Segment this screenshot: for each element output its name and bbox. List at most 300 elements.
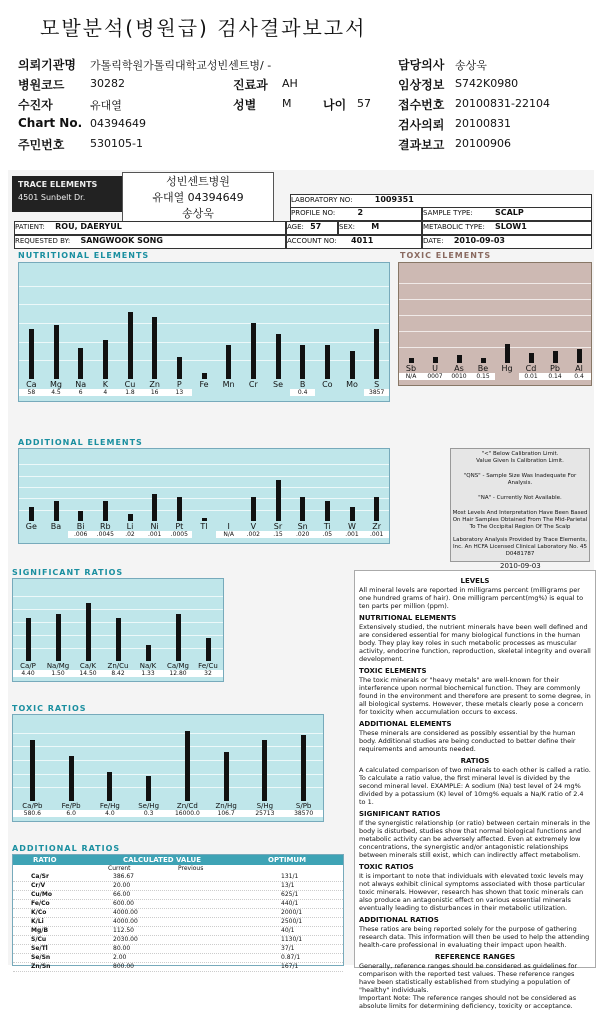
bar-se — [276, 334, 281, 379]
element-label: Cr — [248, 380, 258, 389]
metabolic-label: METABOLIC TYPE: — [423, 223, 485, 231]
grid-line — [13, 787, 323, 788]
ratio-optimum: 2500/1 — [281, 918, 303, 925]
element-value: 25713 — [246, 810, 285, 817]
element-value: 4.40 — [13, 670, 43, 677]
bar-na-k — [146, 645, 151, 661]
grid-line — [19, 304, 389, 305]
table-row — [13, 900, 343, 909]
ratio-name: Cr/V — [31, 882, 46, 889]
grid-line — [13, 596, 223, 597]
bar-sr — [276, 480, 281, 521]
element-label: Ge — [25, 522, 37, 531]
bar-ni — [152, 494, 157, 521]
hospital-code-label: 병원코드 — [18, 78, 65, 92]
grid-line — [19, 498, 389, 499]
element-label: Al — [575, 364, 583, 373]
bar-pb — [553, 351, 558, 363]
header-row — [18, 116, 588, 136]
element-label: As — [454, 364, 464, 373]
element-value: .02 — [118, 531, 143, 538]
element-label: Mn — [222, 380, 235, 389]
element-label: Pb — [550, 364, 560, 373]
element-label: Rb — [100, 522, 111, 531]
bar-na-mg — [56, 614, 61, 661]
age-label: 나이 — [323, 98, 347, 112]
element-value: 6.0 — [52, 810, 91, 817]
ratio-optimum: 37/1 — [281, 945, 295, 952]
sample-box — [422, 207, 592, 221]
ratio-name: Ca/Sr — [31, 873, 49, 880]
nutritional-chart — [18, 262, 390, 402]
ratio-value: 4000.00 — [113, 918, 138, 925]
bar-rb — [103, 501, 108, 521]
hospital-code-value: 30282 — [90, 77, 125, 90]
element-value: 4 — [93, 389, 118, 396]
age-value-en: 57 — [310, 222, 322, 231]
additional-chart — [18, 448, 390, 544]
element-label: Zn — [149, 380, 160, 389]
ratio-value: 600.00 — [113, 900, 134, 907]
resident-no-value: 530105-1 — [90, 137, 143, 150]
significant-heading: SIGNIFICANT RATIOS — [359, 810, 441, 818]
bar-s-pb — [301, 735, 306, 801]
element-value: 0.14 — [543, 373, 567, 380]
element-label: S/Pb — [295, 802, 312, 810]
significant-title: SIGNIFICANT RATIOS — [12, 568, 124, 577]
doctor-value: 송상욱 — [455, 59, 487, 72]
element-label: Mg — [49, 380, 62, 389]
ratio-optimum: 131/1 — [281, 873, 299, 880]
note-calibration: Value Given Is Calibration Limit. — [476, 458, 564, 464]
explanation-panel — [354, 570, 596, 1010]
date-box — [422, 235, 592, 249]
additional-ratios-table — [12, 854, 344, 970]
element-value: 0.4 — [567, 373, 591, 380]
logo-address: 4501 Sunbelt Dr. — [18, 193, 86, 202]
element-label: Pt — [175, 522, 184, 531]
element-value: 16 — [142, 389, 167, 396]
bar-sn — [300, 497, 305, 521]
element-value: .001 — [364, 531, 389, 538]
ratio-optimum: 440/1 — [281, 900, 299, 907]
element-label: Co — [322, 380, 333, 389]
element-label: Na/K — [139, 662, 157, 670]
document-title: 모발분석(병원급) 검사결과보고서 — [40, 16, 367, 40]
toxic-title: TOXIC ELEMENTS — [400, 251, 492, 260]
element-label: Ca — [26, 380, 37, 389]
table-row — [13, 918, 343, 927]
element-label: Mo — [346, 380, 358, 389]
element-label: Fe/Pb — [61, 802, 81, 810]
grid-line — [13, 774, 323, 775]
element-value: 3857 — [364, 389, 389, 396]
table-row — [13, 936, 343, 945]
grid-line — [399, 347, 591, 348]
sex-label: 성별 — [233, 98, 257, 112]
element-label: Se — [272, 380, 283, 389]
lab-no-label: LABORATORY NO: — [291, 196, 353, 204]
ratio-name: Se/Tl — [31, 945, 48, 952]
ratio-value: 112.50 — [113, 927, 134, 934]
requested-value: SANGWOOK SONG — [80, 236, 163, 245]
col-optimum: OPTIMUM — [268, 856, 307, 864]
account-value: 4011 — [351, 236, 374, 245]
table-row — [13, 927, 343, 936]
element-label: Fe — [199, 380, 209, 389]
element-label: Hg — [501, 364, 513, 373]
element-label: Zn/Cu — [107, 662, 129, 670]
metabolic-value: SLOW1 — [495, 222, 527, 231]
element-label: P — [176, 380, 182, 389]
element-value: 4.5 — [44, 389, 69, 396]
element-label: W — [348, 522, 356, 531]
chart-no-value: 04394649 — [90, 117, 146, 130]
grid-line — [19, 510, 389, 511]
sample-value: SCALP — [494, 208, 524, 217]
element-label: I — [227, 522, 230, 531]
grid-line — [19, 323, 389, 324]
bar-co — [325, 345, 330, 379]
bar-fe-hg — [107, 772, 112, 801]
ratio-value: 2.00 — [113, 954, 127, 961]
table-row — [13, 945, 343, 954]
receipt-no-label: 접수번호 — [398, 98, 445, 112]
additional-title: ADDITIONAL ELEMENTS — [18, 438, 143, 447]
element-value: 6 — [68, 389, 93, 396]
bar-p — [177, 357, 182, 379]
element-value: 58 — [19, 389, 44, 396]
ratio-optimum: 167/1 — [281, 963, 299, 970]
toxic-ratios-heading: TOXIC RATIOS — [359, 863, 414, 871]
stamp-line1: 성빈센트병원 — [166, 175, 230, 188]
element-label: B — [299, 380, 306, 389]
bar-hg — [505, 344, 510, 363]
grid-line — [13, 746, 323, 747]
element-value: 38570 — [284, 810, 323, 817]
clinical-info-label: 임상정보 — [398, 78, 445, 92]
element-label: Bi — [76, 522, 85, 531]
element-label: Sn — [297, 522, 308, 531]
lab-no-value: 1009351 — [374, 195, 414, 204]
element-value: .006 — [68, 531, 93, 538]
toxic-chart — [398, 262, 592, 386]
element-value: 0.4 — [290, 389, 315, 396]
element-value: .001 — [340, 531, 365, 538]
legend-notes — [450, 448, 590, 562]
element-label: Ti — [323, 522, 331, 531]
note-qns: "QNS" - Sample Size Was Inadequate For Analysis. — [463, 473, 577, 486]
department-value: AH — [282, 77, 298, 90]
sex-label-en: SEX: — [339, 223, 356, 231]
bar-as — [457, 355, 462, 363]
additional-ratios-title: ADDITIONAL RATIOS — [12, 844, 121, 853]
lab-no-box — [290, 194, 592, 208]
element-value: .0045 — [93, 531, 118, 538]
reference-note: Important Note: The reference ranges should not be considered as absolute limits for determining deficiency, toxicity or acceptance. — [359, 994, 577, 1010]
note-hair-sample: Most Levels And Interpretation Have Been Based On Hair Samples Obtained From The Mid-Parietal To The Occipital Region Of The Scalp — [452, 510, 588, 530]
grid-line — [19, 286, 389, 287]
lab-logo — [12, 176, 122, 212]
age-box — [286, 221, 338, 235]
header-row — [18, 56, 588, 76]
table-row — [13, 963, 343, 972]
resident-no-label: 주민번호 — [18, 138, 65, 152]
bar-tl — [202, 518, 207, 521]
header-row — [18, 76, 588, 96]
levels-heading: LEVELS — [460, 577, 490, 585]
bar-ca-k — [86, 603, 91, 662]
element-label: S — [374, 380, 380, 389]
element-value: 13 — [167, 389, 192, 396]
bar-cu — [128, 312, 133, 379]
nutritional-title: NUTRITIONAL ELEMENTS — [18, 251, 150, 260]
bar-fe — [202, 373, 207, 379]
element-label: Ni — [150, 522, 159, 531]
toxic-text: The toxic minerals or "heavy metals" are well-known for their interference upon normal biochemical function. They are commonly found in the environment and therefore are present to some degree, in all biological systems. However, these metals clearly pose a concern for toxicity when accumulation occurs to excess. — [359, 676, 591, 716]
report-date-footer: 2010-09-03 — [500, 562, 541, 570]
grid-line — [399, 331, 591, 332]
bar-al — [577, 349, 582, 363]
element-label: Ca/Pb — [22, 802, 43, 810]
bar-li — [128, 514, 133, 521]
ratio-name: S/Cu — [31, 936, 47, 943]
bar-zn-cu — [116, 618, 121, 661]
sample-label: SAMPLE TYPE: — [423, 209, 473, 217]
grid-line — [13, 760, 323, 761]
element-value: .002 — [241, 531, 266, 538]
bar-zn-cd — [185, 731, 190, 801]
patient-name-value: 유대열 — [90, 99, 122, 112]
toxic-ratios-title: TOXIC RATIOS — [12, 704, 87, 713]
requested-box — [14, 235, 286, 249]
grid-line — [13, 609, 223, 610]
element-label: U — [432, 364, 438, 373]
bar-ba — [54, 501, 59, 521]
element-value: 106.7 — [207, 810, 246, 817]
note-na: "NA" - Currently Not Available. — [478, 495, 562, 501]
ratio-optimum: 2000/1 — [281, 909, 303, 916]
element-label: Zn/Hg — [215, 802, 237, 810]
bar-v — [251, 497, 256, 521]
request-date-value: 20100831 — [455, 117, 511, 130]
ratio-name: Se/Sn — [31, 954, 51, 961]
bar-mn — [226, 345, 231, 379]
element-value: 0010 — [447, 373, 471, 380]
grid-line — [19, 476, 389, 477]
bar-ca-mg — [176, 614, 181, 661]
ratio-optimum: 625/1 — [281, 891, 299, 898]
element-label: V — [250, 522, 257, 531]
bar-ge — [29, 507, 34, 521]
patient-value: ROU, DAERYUL — [55, 222, 122, 231]
element-value: 1.8 — [118, 389, 143, 396]
element-value: 4.0 — [91, 810, 130, 817]
stamp-line2: 유대열 04394649 — [152, 191, 244, 204]
col-ratio: RATIO — [33, 856, 57, 864]
bar-zr — [374, 497, 379, 521]
col-previous: Previous — [178, 865, 204, 872]
ratio-name: Cu/Mo — [31, 891, 52, 898]
ratio-value: 20.00 — [113, 882, 131, 889]
institution-value: 가톨릭학원가톨릭대학교성빈센트병/ - — [90, 59, 272, 72]
patient-header — [18, 56, 588, 156]
age-value: 57 — [357, 97, 371, 110]
bar-bi — [78, 511, 83, 521]
bar-cd — [529, 353, 534, 363]
age-label-en: AGE: — [287, 223, 304, 231]
report-date-label: 결과보고 — [398, 138, 445, 152]
element-value: 0007 — [423, 373, 447, 380]
table-row — [13, 909, 343, 918]
bar-be — [481, 358, 486, 363]
patient-name-label: 수진자 — [18, 98, 53, 112]
logo-text: TRACE ELEMENTS — [18, 180, 98, 189]
table-row — [13, 891, 343, 900]
ratio-optimum: 13/1 — [281, 882, 295, 889]
metabolic-box — [422, 221, 592, 235]
bar-se-hg — [146, 776, 151, 801]
element-value: .05 — [315, 531, 340, 538]
element-value: 16000.0 — [168, 810, 207, 817]
element-value: 0.3 — [129, 810, 168, 817]
additional-ratios-text: These ratios are being reported solely for the purpose of gathering research data. This information will then be used to help the attending health-care professional in evaluating their impact upon health. — [359, 925, 590, 949]
ratio-name: Zn/Sn — [31, 963, 51, 970]
significant-chart — [12, 578, 224, 682]
grid-line — [19, 464, 389, 465]
element-value: N/A — [399, 373, 423, 380]
element-label: Ca/K — [79, 662, 97, 670]
table-row — [13, 882, 343, 891]
institution-label: 의뢰기관명 — [18, 58, 76, 72]
ratio-value: 2030.00 — [113, 936, 138, 943]
nutritional-heading: NUTRITIONAL ELEMENTS — [359, 614, 457, 622]
element-label: Na — [75, 380, 87, 389]
date-label: DATE: — [423, 237, 444, 245]
ratio-value: 66.00 — [113, 891, 131, 898]
date-value: 2010-09-03 — [453, 236, 505, 245]
element-label: Zn/Cd — [176, 802, 198, 810]
ratio-value: 80.00 — [113, 945, 131, 952]
note-below-limit: "<" Below Calibration Limit. — [481, 451, 559, 457]
grid-line — [399, 299, 591, 300]
element-value: 32 — [193, 670, 223, 677]
table-row — [13, 873, 343, 882]
bar-fe-cu — [206, 638, 211, 661]
bar-fe-pb — [69, 756, 74, 801]
col-calc: CALCULATED VALUE — [123, 856, 202, 864]
bar-pt — [177, 497, 182, 521]
bar-cr — [251, 323, 256, 379]
element-value: .001 — [142, 531, 167, 538]
toxic-ratios-text: It is important to note that individuals with elevated toxic levels may not always exhibit clinical symptoms associated with those particular toxic minerals. However, research has shown that toxic minerals can also produce an antagonistic effect on various essential minerals eventually leading to disturbances in their metabolic utilization. — [359, 872, 585, 912]
element-label: Fe/Hg — [99, 802, 120, 810]
bar-zn-hg — [224, 752, 229, 801]
element-label: Cu — [124, 380, 136, 389]
ratio-value: 800.00 — [113, 963, 134, 970]
element-value: 8.42 — [103, 670, 133, 677]
bar-sb — [409, 358, 414, 363]
element-label: Ca/P — [20, 662, 36, 670]
element-value: 14.50 — [73, 670, 103, 677]
element-value: .020 — [290, 531, 315, 538]
sex-box — [338, 221, 422, 235]
patient-box — [14, 221, 286, 235]
element-value: 0.15 — [471, 373, 495, 380]
grid-line — [399, 315, 591, 316]
bar-w — [350, 507, 355, 521]
table-row — [13, 954, 343, 963]
header-row — [18, 96, 588, 116]
header-row — [18, 136, 588, 156]
doctor-label: 담당의사 — [398, 58, 445, 72]
ratios-text: A calculated comparison of two minerals to each other is called a ratio. To calculate a ratio value, the first mineral level is divided by the second mineral level. EXAMPLE: A sodium (Na) test level of 24 mg% divided by a potassium (K) level of 10mg% equals a Na/K ratio of 2.4 to 1. — [359, 766, 591, 806]
element-label: Li — [126, 522, 134, 531]
bar-s-hg — [262, 740, 267, 802]
patient-label: PATIENT: — [15, 223, 45, 231]
additional-ratios-heading: ADDITIONAL RATIOS — [359, 916, 439, 924]
department-label: 진료과 — [233, 78, 268, 92]
additional-text: These minerals are considered as possibly essential by the human body. Additional studies are being conducted to better define their requirements and amounts needed. — [359, 729, 576, 753]
table-subheader — [13, 865, 343, 873]
note-lab: Laboratory Analysis Provided by Trace Elements, Inc. An HCFA Licensed Clinical Laboratory No. 45 D0481787 — [453, 537, 587, 557]
element-value: 580.6 — [13, 810, 52, 817]
reference-heading: REFERENCE RANGES — [434, 953, 516, 961]
nutritional-text: Extensively studied, the nutrient minerals have been well defined and are considered essential for many biological functions in the human body. They play key roles in such metabolic processes as muscular activity, endocrine function, reproduction, skeletal integrity and overall development. — [359, 623, 591, 663]
hospital-stamp — [122, 172, 274, 222]
element-label: Na/Mg — [46, 662, 70, 670]
account-label: ACCOUNT NO: — [287, 237, 337, 245]
ratio-optimum: 40/1 — [281, 927, 295, 934]
bar-na — [78, 348, 83, 379]
ratios-heading: RATIOS — [460, 757, 490, 765]
element-label: Sr — [273, 522, 283, 531]
bar-ti — [325, 501, 330, 521]
element-label: Be — [477, 364, 489, 373]
grid-line — [19, 342, 389, 343]
bar-ca-p — [26, 618, 31, 661]
element-value: .0005 — [167, 531, 192, 538]
bar-zn — [152, 317, 157, 379]
grid-line — [19, 487, 389, 488]
element-label: Se/Hg — [138, 802, 160, 810]
ratio-name: Fe/Co — [31, 900, 50, 907]
receipt-no-value: 20100831-22104 — [455, 97, 550, 110]
ratio-name: Mg/B — [31, 927, 49, 934]
chart-no-label: Chart No. — [18, 116, 83, 130]
ratio-optimum: 0.87/1 — [281, 954, 301, 961]
element-label: Fe/Cu — [198, 662, 218, 670]
bar-ca-pb — [30, 740, 35, 802]
levels-text: All mineral levels are reported in milligrams percent (milligrams per one hundred grams of hair). One milligram percent(mg%) is equal to ten parts per million (ppm). — [359, 586, 584, 610]
grid-line — [13, 733, 323, 734]
element-value: 1.33 — [133, 670, 163, 677]
profile-value: 2 — [357, 208, 364, 217]
bar-ca — [29, 329, 34, 379]
ratio-name: K/Co — [31, 909, 47, 916]
element-value: 0.01 — [519, 373, 543, 380]
element-value: N/A — [216, 531, 241, 538]
element-label: Ca/Mg — [166, 662, 190, 670]
toxic-heading: TOXIC ELEMENTS — [359, 667, 427, 675]
bar-b — [300, 345, 305, 379]
account-box — [286, 235, 422, 249]
sex-value: M — [282, 97, 292, 110]
sex-value-en: M — [371, 222, 380, 231]
bar-mg — [54, 325, 59, 379]
ratio-name: K/Li — [31, 918, 44, 925]
element-label: Sb — [405, 364, 417, 373]
